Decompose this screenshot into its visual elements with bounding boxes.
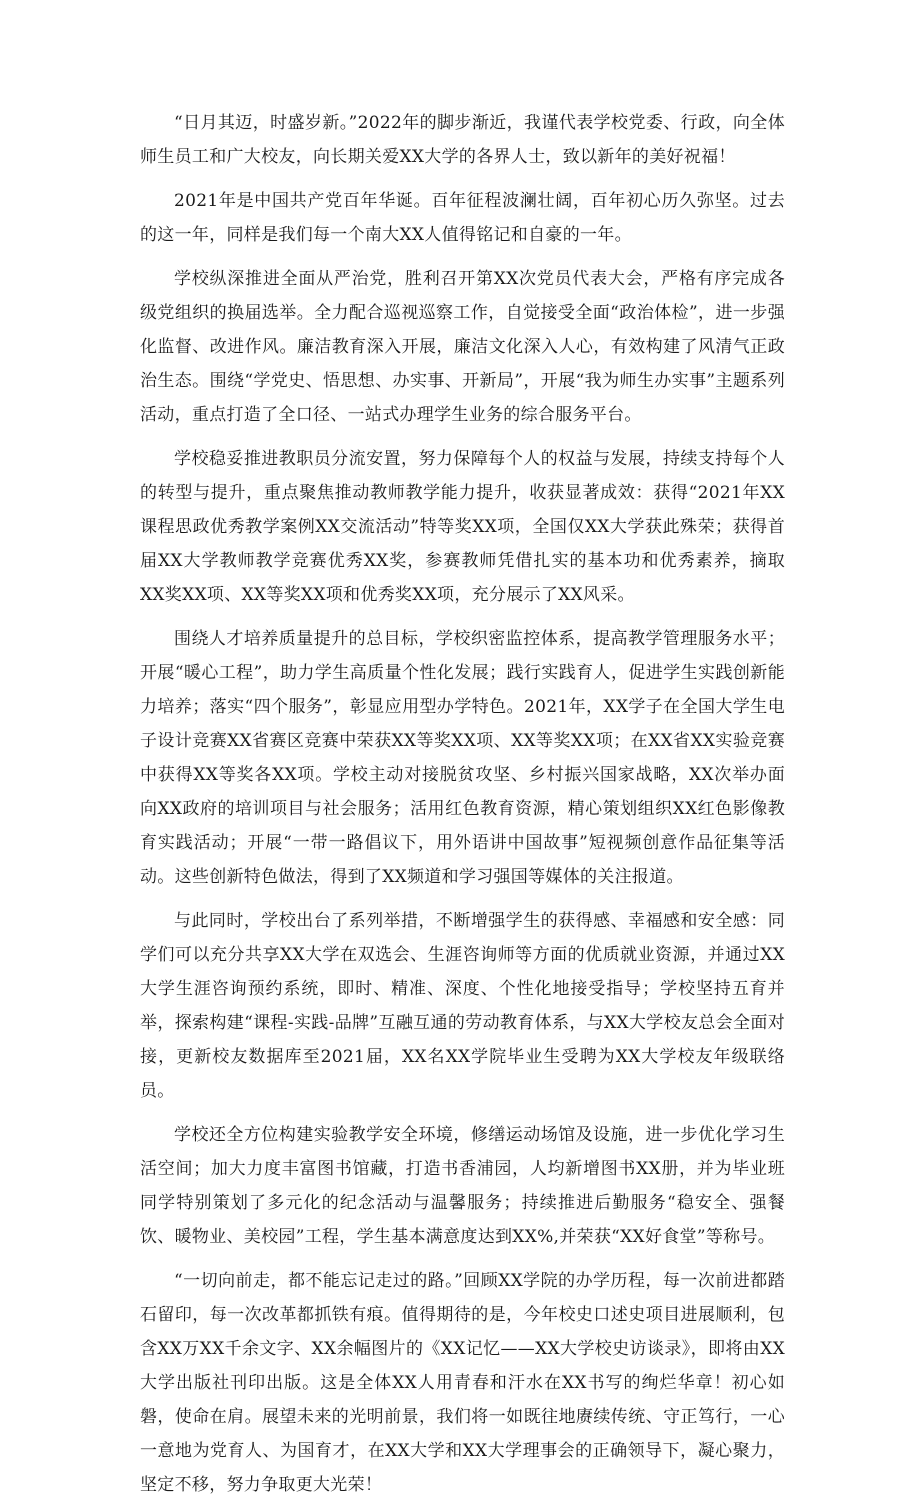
document-body xyxy=(140,106,785,1512)
paragraph-talent-cultivation: 围绕人才培养质量提升的总目标，学校织密监控体系，提高教学管理服务水平；开展“暖心工程”，助力学生高质量个性化发展；践行实践育人，促进学生实践创新能力培养；落实“四个服务”，彰显应用型办学特色。2021年，XX学子在全国大学生电子设计竞赛XX省赛区竞赛中荣获XX等奖XX项、XX等奖XX项；在XX省XX实验竞赛中获得XX等奖各XX项。学校主动对接脱贫攻坚、乡村振兴国家战略，XX次举办面向XX政府的培训项目与社会服务；活用红色教育资源，精心策划组织XX红色影像教育实践活动；开展“一带一路倡议下，用外语讲中国故事”短视频创意作品征集等活动。这些创新特色做法，得到了XX频道和学习强国等媒体的关注报道。 xyxy=(140,629,785,887)
paragraph-teaching-capacity: 学校稳妥推进教职员分流安置，努力保障每个人的权益与发展，持续支持每个人的转型与提升，重点聚焦推动教师教学能力提升，收获显著成效：获得“2021年XX课程思政优秀教学案例XX交流活动”特等奖XX项，全国仅XX大学获此殊荣；获得首届XX大学教师教学竞赛优秀XX奖，参赛教师凭借扎实的基本功和优秀素养，摘取XX奖XX项、XX等奖XX项和优秀奖XX项，充分展示了XX风采。 xyxy=(140,449,785,605)
paragraph-party-building: 学校纵深推进全面从严治党，胜利召开第XX次党员代表大会，严格有序完成各级党组织的换届选举。全力配合巡视巡察工作，自觉接受全面“政治体检”，进一步强化监督、改进作风。廉洁教育深入开展，廉洁文化深入人心，有效构建了风清气正政治生态。围绕“学党史、悟思想、办实事、开新局”，开展“我为师生办实事”主题系列活动，重点打造了全口径、一站式办理学生业务的综合服务平台。 xyxy=(140,269,785,425)
paragraph-closing-outlook: “一切向前走，都不能忘记走过的路。”回顾XX学院的办学历程，每一次前进都踏石留印，每一次改革都抓铁有痕。值得期待的是，今年校史口述史项目进展顺利，包含XX万XX千余文字、XX余幅图片的《XX记忆——XX大学校史访谈录》，即将由XX大学出版社刊印出版。这是全体XX人用青春和汗水在XX书写的绚烂华章！初心如磐，使命在肩。展望未来的光明前景，我们将一如既往地赓续传统、守正笃行，一心一意地为党育人、为国育才，在XX大学和XX大学理事会的正确领导下，凝心聚力，坚定不移，努力争取更大光荣！ xyxy=(140,1271,785,1495)
paragraph-new-year-greeting: “日月其迈，时盛岁新。”2022年的脚步渐近，我谨代表学校党委、行政，向全体师生员工和广大校友，向长期关爱XX大学的各界人士，致以新年的美好祝福！ xyxy=(140,113,785,167)
paragraph-party-centenary: 2021年是中国共产党百年华诞。百年征程波澜壮阔，百年初心历久弥坚。过去的这一年，同样是我们每一个南大XX人值得铭记和自豪的一年。 xyxy=(140,191,785,245)
paragraph-student-services: 与此同时，学校出台了系列举措，不断增强学生的获得感、幸福感和安全感：同学们可以充分共享XX大学在双选会、生涯咨询师等方面的优质就业资源，并通过XX大学生涯咨询预约系统，即时、精准、深度、个性化地接受指导；学校坚持五育并举，探索构建“课程-实践-品牌”互融互通的劳动教育体系，与XX大学校友总会全面对接，更新校友数据库至2021届，XX名XX学院毕业生受聘为XX大学校友年级联络员。 xyxy=(140,911,785,1101)
paragraph-campus-environment: 学校还全方位构建实验教学安全环境，修缮运动场馆及设施，进一步优化学习生活空间；加大力度丰富图书馆藏，打造书香浦园，人均新增图书XX册，并为毕业班同学特别策划了多元化的纪念活动与温馨服务；持续推进后勤服务“稳安全、强餐饮、暖物业、美校园”工程，学生基本满意度达到XX%,并荣获“XX好食堂”等称号。 xyxy=(140,1125,785,1247)
